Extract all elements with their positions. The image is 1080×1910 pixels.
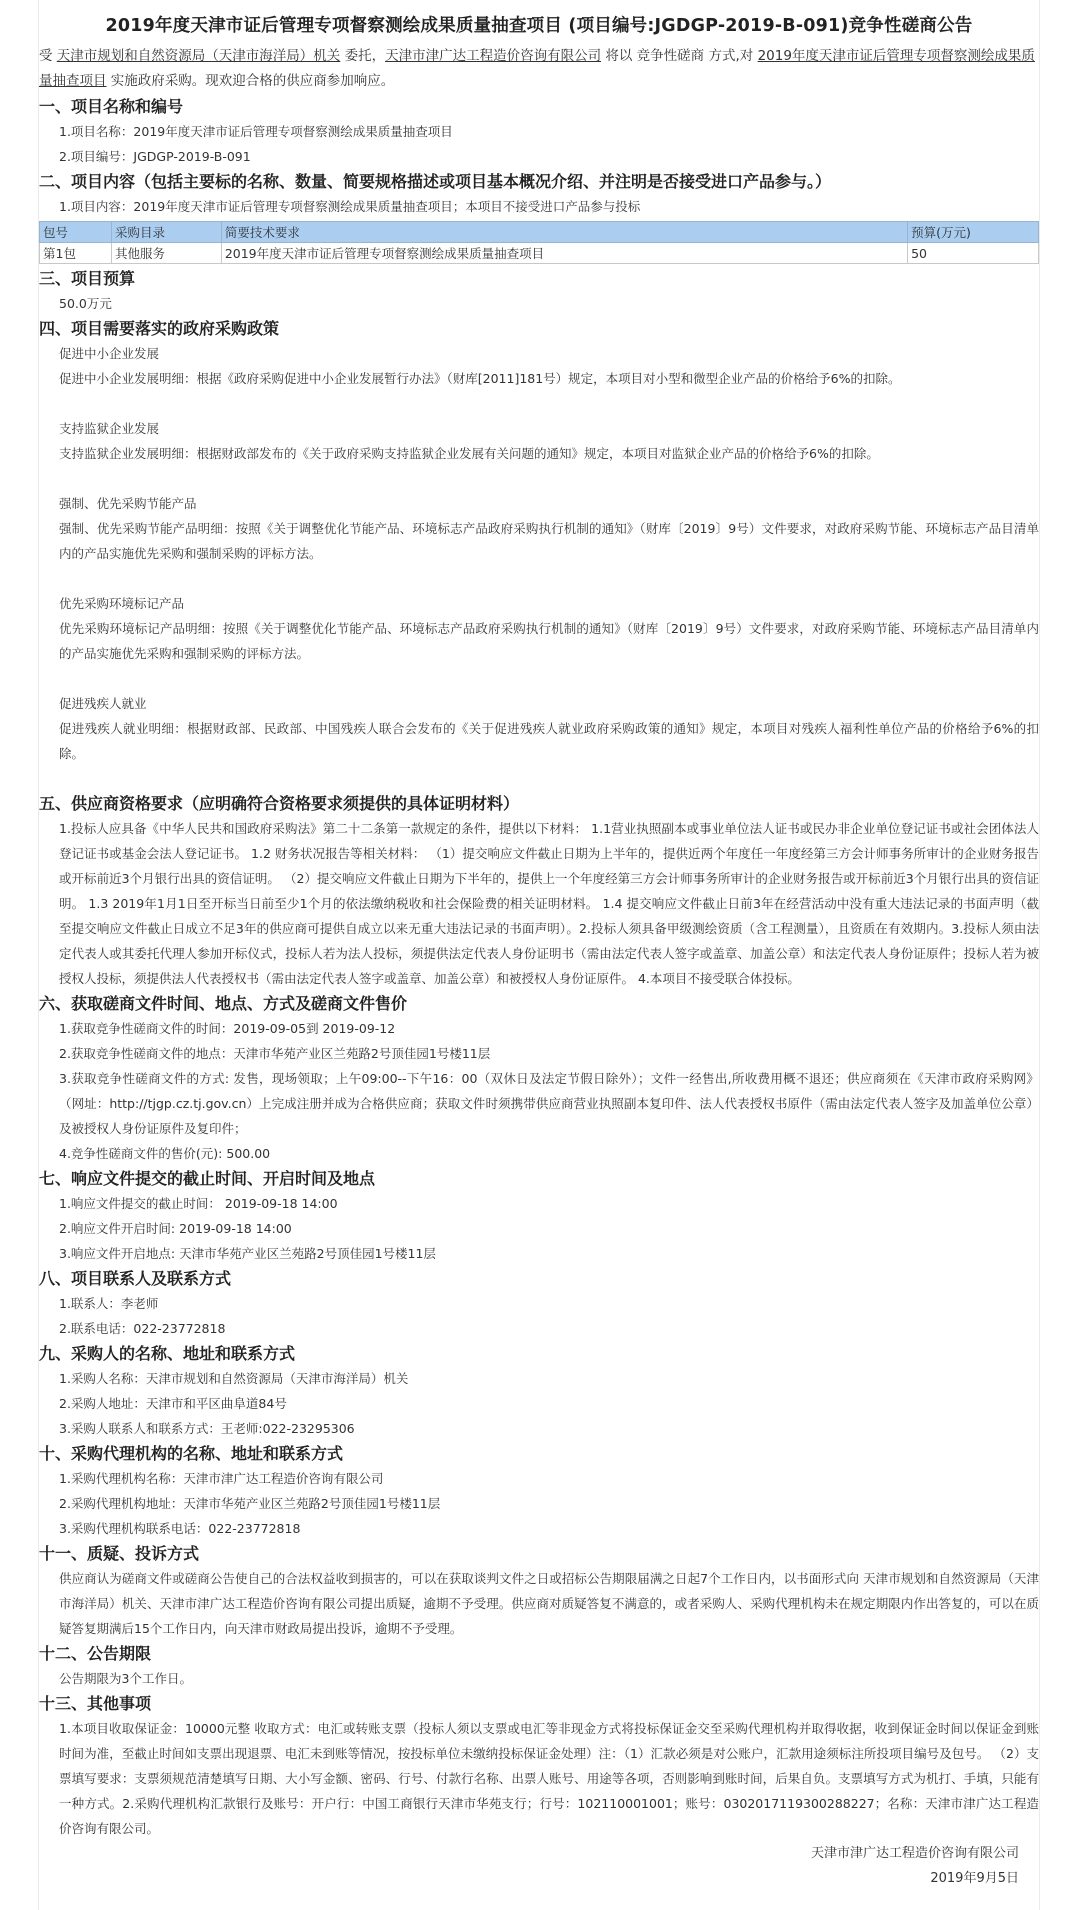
table-cell: 2019年度天津市证后管理专项督察测绘成果质量抽查项目 [221,243,907,264]
section-heading-10: 十、采购代理机构的名称、地址和联系方式 [39,1444,344,1463]
announcement-page [38,0,1040,1910]
signature-date: 2019年9月5日 [930,1871,1019,1886]
policy-title: 优先采购环境标记产品 [59,596,185,611]
table-header-row [40,222,1039,243]
section-heading-13: 十三、其他事项 [39,1694,152,1713]
other-matters-paragraph: 1.本项目收取保证金：10000元整 收取方式：电汇或转账支票（投标人须以支票或电汇等非现金方式将投标保证金交至采购代理机构并取得收据，收到保证金时间以保证金到账时间为准，至截止时间如支票出现退票、电汇未到账等情况，按投标单位未缴纳投标保证金处理）注：（1）汇款必须是对公账户，汇款用途须标注所投项目编号及包号。 （2）支票填写要求：支票须规范清楚填写日期、大小写金额、密码、行号、付款行名称、出票人账号、用途等各项，否则影响到账时间，后果自负。支票填写方式为机打、手填，只能有一种方式。2.采购代理机构汇款银行及账号：开户行：中国工商银行天津市华苑支行；行号：102110001001；账号：0302017119300288227；名称：天津市津广达工程造价咨询有限公司。 [59,1721,1039,1836]
section-heading-11: 十一、质疑、投诉方式 [39,1544,200,1563]
package-table [39,221,1039,264]
policy-title: 支持监狱企业发展 [59,421,160,436]
table-header-cell: 简要技术要求 [221,222,907,243]
policy-detail: 促进中小企业发展明细：根据《政府采购促进中小企业发展暂行办法》（财库[2011]181号）规定，本项目对小型和微型企业产品的价格给予6%的扣除。 [59,371,901,386]
signature-org: 天津市津广达工程造价咨询有限公司 [810,1846,1019,1861]
purchaser-contact-line: 3.采购人联系人和联系方式：王老师:022-23295306 [59,1421,355,1436]
section-heading-1: 一、项目名称和编号 [39,97,184,116]
section-heading-7: 七、响应文件提交的截止时间、开启时间及地点 [39,1169,376,1188]
agency-phone-line: 3.采购代理机构联系电话：022-23772818 [59,1521,301,1536]
opening-place-line: 3.响应文件开启地点: 天津市华苑产业区兰苑路2号顶佳园1号楼11层 [59,1246,436,1261]
intro-text-1: 受 [39,48,53,64]
agency-name: 天津市津广达工程造价咨询有限公司 [385,48,602,64]
section-heading-9: 九、采购人的名称、地址和联系方式 [39,1344,296,1363]
agency-address-line: 2.采购代理机构地址：天津市华苑产业区兰苑路2号顶佳园1号楼11层 [59,1496,441,1511]
policy-detail: 支持监狱企业发展明细：根据财政部发布的《关于政府采购支持监狱企业发展有关问题的通知》规定，本项目对监狱企业产品的价格给予6%的扣除。 [59,446,879,461]
opening-time-line: 2.响应文件开启时间: 2019-09-18 14:00 [59,1221,292,1236]
purchaser-name: 天津市规划和自然资源局（天津市海洋局）机关 [56,48,341,64]
page-title: 2019年度天津市证后管理专项督察测绘成果质量抽查项目 (项目编号:JGDGP-2019-B-091)竞争性磋商公告 [105,16,973,36]
intro-paragraph [39,44,1035,94]
policy-detail: 促进残疾人就业明细：根据财政部、民政部、中国残疾人联合会发布的《关于促进残疾人就业政府采购政策的通知》规定，本项目对残疾人福利性单位产品的价格给予6%的扣除。 [59,721,1039,761]
qualification-paragraph: 1.投标人应具备《中华人民共和国政府采购法》第二十二条第一款规定的条件，提供以下材料： 1.1营业执照副本或事业单位法人证书或民办非企业单位登记证书或社会团体法人登记证书或基金会法人登记证书。 1.2 财务状况报告等相关材料： （1）提交响应文件截止日期为上半年的，提供近两个年度任一年度经第三方会计师事务所审计的企业财务报告或开标前近3个月银行出具的资信证明。 （2）提交响应文件截止日期为下半年的，提供上一个年度经第三方会计师事务所审计的企业财务报告或开标前近3个月银行出具的资信证明。 1.3 2019年1月1日至开标当日前至少1个月的依法缴纳税收和社会保险费的相关证明材料。 1.4 提交响应文件截止日前3年在经营活动中没有重大违法记录的书面声明（截至提交响应文件截止日成立不足3年的供应商可提供自成立以来无重大违法记录的书面声明）。2.投标人须具备甲级测绘资质（含工程测量），且资质在有效期内。3.投标人须由法定代表人或其委托代理人参加开标仪式，投标人若为法人投标，须提供法定代表人身份证明书（需由法定代表人签字或盖章、加盖公章）和法定代表人身份证原件；投标人若为被授权人投标，须提供法人代表授权书（需由法定代表人签字或盖章、加盖公章）和被授权人身份证原件。 4.本项目不接受联合体投标。 [59,821,1039,986]
table-header-cell: 预算(万元) [908,222,1039,243]
project-number-line: 2.项目编号：JGDGP-2019-B-091 [59,149,251,164]
table-cell: 第1包 [40,243,112,264]
table-header-cell: 采购目录 [111,222,221,243]
table-cell: 其他服务 [111,243,221,264]
policy-detail: 强制、优先采购节能产品明细：按照《关于调整优化节能产品、环境标志产品政府采购执行机制的通知》（财库〔2019〕9号）文件要求，对政府采购节能、环境标志产品目清单内的产品实施优先采购和强制采购的评标方法。 [59,521,1039,561]
purchaser-address-line: 2.采购人地址：天津市和平区曲阜道84号 [59,1396,287,1411]
policy-detail: 优先采购环境标记产品明细：按照《关于调整优化节能产品、环境标志产品政府采购执行机制的通知》（财库〔2019〕9号）文件要求，对政府采购节能、环境标志产品目清单内的产品实施优先采购和强制采购的评标方法。 [59,621,1039,661]
section-heading-2: 二、项目内容（包括主要标的名称、数量、简要规格描述或项目基本概况介绍、并注明是否接受进口产品参与。） [39,172,832,191]
deadline-line: 1.响应文件提交的截止时间： 2019-09-18 14:00 [59,1196,338,1211]
intro-text-3: 将以 竞争性磋商 方式,对 [605,48,754,64]
section-heading-12: 十二、公告期限 [39,1644,152,1663]
intro-text-2: 委托， [344,48,386,64]
purchaser-name-line: 1.采购人名称：天津市规划和自然资源局（天津市海洋局）机关 [59,1371,409,1386]
project-content-line: 1.项目内容：2019年度天津市证后管理专项督察测绘成果质量抽查项目；本项目不接受进口产品参与投标 [59,199,641,214]
complaint-paragraph: 供应商认为磋商文件或磋商公告使自己的合法权益收到损害的，可以在获取谈判文件之日或招标公告期限届满之日起7个工作日内，以书面形式向 天津市规划和自然资源局（天津市海洋局）机关、天津市津广达工程造价咨询有限公司提出质疑，逾期不予受理。供应商对质疑答复不满意的，或者采购人、采购代理机构未在规定期限内作出答复的，可以在质疑答复期满后15个工作日内，向天津市财政局提出投诉，逾期不予受理。 [59,1571,1039,1636]
section-heading-4: 四、项目需要落实的政府采购政策 [39,319,280,338]
policy-title: 促进残疾人就业 [59,696,147,711]
table-row [40,243,1039,264]
agency-name-line: 1.采购代理机构名称：天津市津广达工程造价咨询有限公司 [59,1471,384,1486]
budget-line: 50.0万元 [59,296,112,311]
contact-phone-line: 2.联系电话：022-23772818 [59,1321,226,1336]
table-header-cell: 包号 [40,222,112,243]
table-cell: 50 [908,243,1039,264]
project-name-line: 1.项目名称：2019年度天津市证后管理专项督察测绘成果质量抽查项目 [59,124,453,139]
section-heading-8: 八、项目联系人及联系方式 [39,1269,232,1288]
section-heading-5: 五、供应商资格要求（应明确符合资格要求须提供的具体证明材料） [39,794,520,813]
contact-person-line: 1.联系人：李老师 [59,1296,159,1311]
policy-title: 强制、优先采购节能产品 [59,496,197,511]
section-heading-3: 三、项目预算 [39,269,136,288]
document-method-paragraph: 3.获取竞争性磋商文件的方式: 发售，现场领取；上午09:00--下午16：00（双休日及法定节假日除外）；文件一经售出,所收费用概不退还；供应商须在《天津市政府采购网》 （网址：http://tjgp.cz.tj.gov.cn）上完成注册并成为合格供应商；获取文件时须携带供应商营业执照副本复印件、法人代表授权书原件（需由法定代表人签字及加盖单位公章）及被授权人身份证原件及复印件； [59,1071,1039,1136]
document-place-line: 2.获取竞争性磋商文件的地点：天津市华苑产业区兰苑路2号顶佳园1号楼11层 [59,1046,491,1061]
document-time-line: 1.获取竞争性磋商文件的时间：2019-09-05到 2019-09-12 [59,1021,396,1036]
document-price-line: 4.竞争性磋商文件的售价(元): 500.00 [59,1146,271,1161]
policy-title: 促进中小企业发展 [59,346,160,361]
announcement-period-line: 公告期限为3个工作日。 [59,1671,192,1686]
section-heading-6: 六、获取磋商文件时间、地点、方式及磋商文件售价 [39,994,408,1013]
project-name: 2019年度天津市证后管理专项督察测绘成果质量抽查项目 [39,48,1035,89]
intro-text-4: 实施政府采购。现欢迎合格的供应商参加响应。 [110,73,395,89]
